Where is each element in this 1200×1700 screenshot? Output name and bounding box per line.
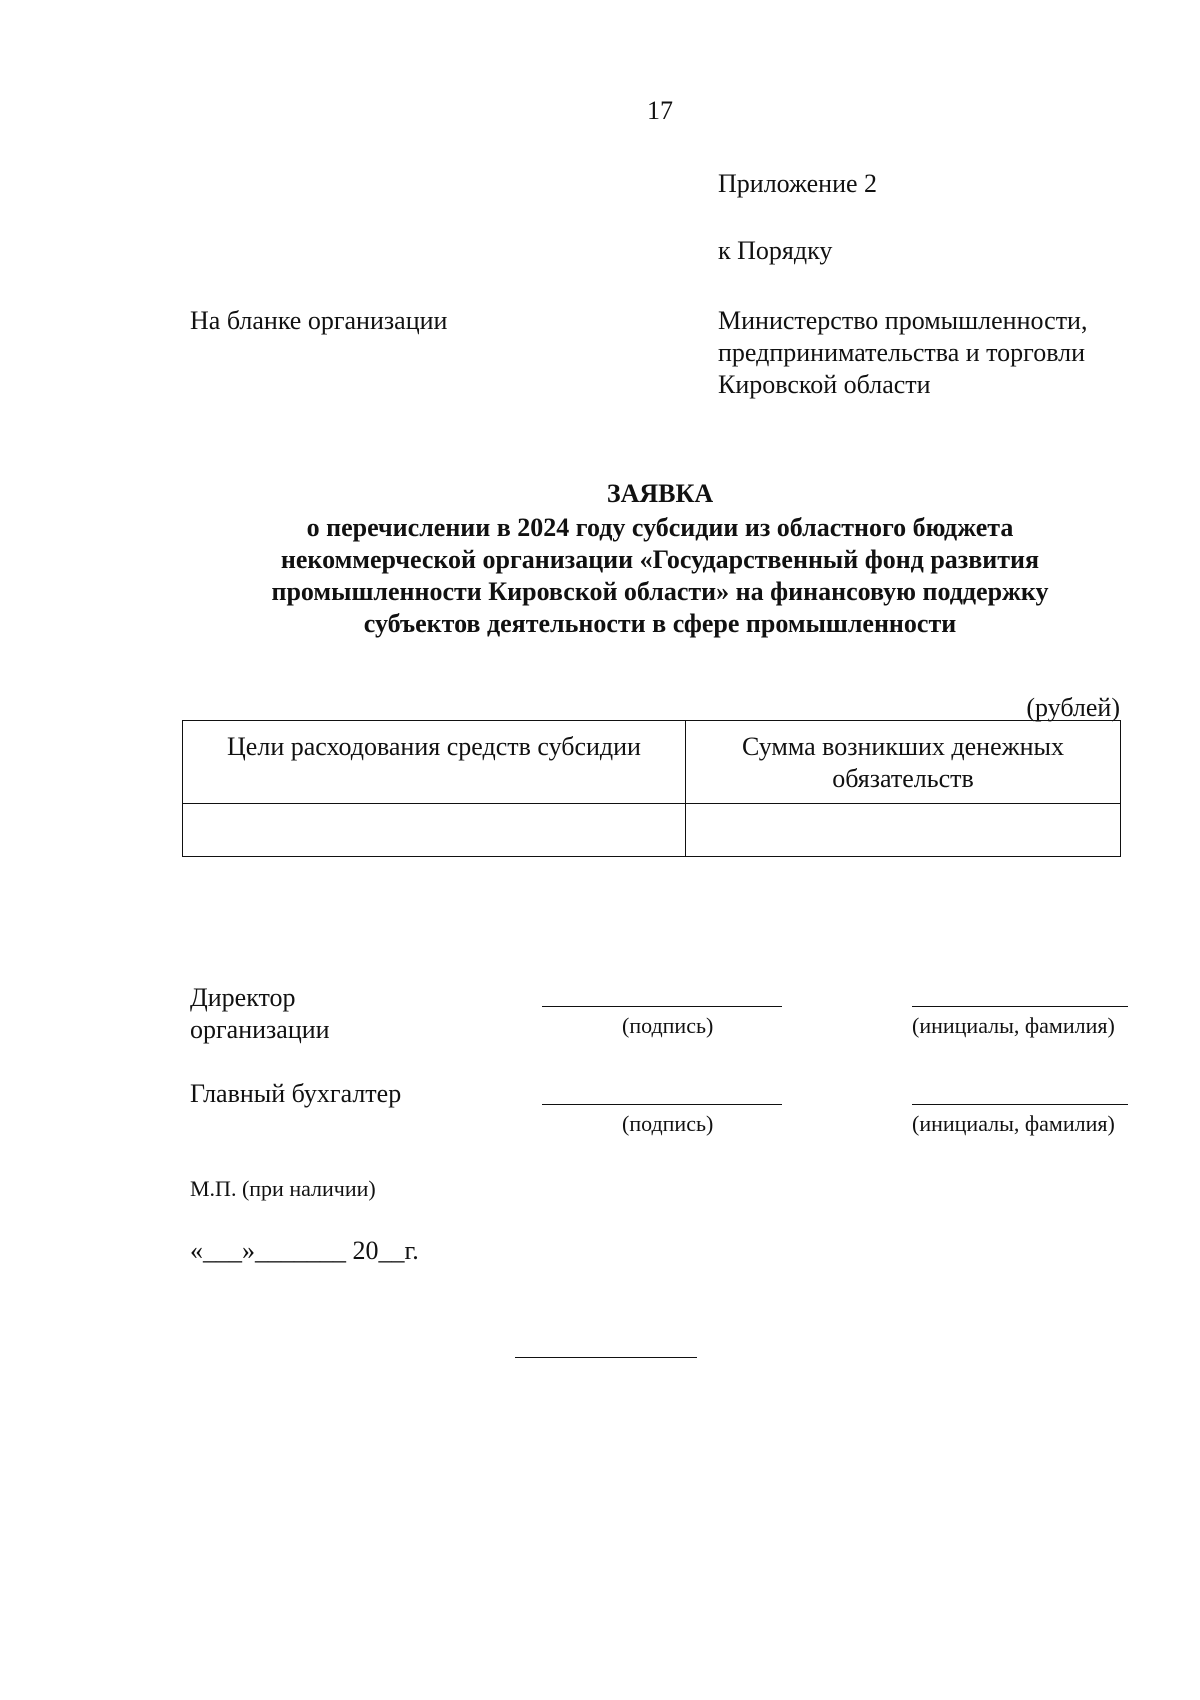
date-line: «___»_______ 20__г. (190, 1236, 419, 1265)
title-line: о перечислении в 2024 году субсидии из областного бюджета (306, 513, 1014, 542)
signature-caption: (подпись) (622, 1111, 714, 1136)
director-role-line: Директор (190, 983, 296, 1012)
currency-note: (рублей) (1026, 693, 1120, 722)
accountant-role: Главный бухгалтер (190, 1079, 402, 1108)
title-line: промышленности Кировской области» на финансовую поддержку (271, 577, 1049, 606)
table-header-row (183, 721, 1121, 804)
signature-caption: (подпись) (622, 1013, 714, 1038)
document-title: ЗАЯВКА (606, 479, 714, 508)
name-caption: (инициалы, фамилия) (912, 1111, 1115, 1136)
name-caption: (инициалы, фамилия) (912, 1013, 1115, 1038)
letterhead-note: На бланке организации (190, 306, 448, 335)
accountant-signature-line[interactable] (542, 1104, 782, 1105)
end-rule (515, 1357, 697, 1358)
annex-reference: к Порядку (718, 236, 833, 265)
page-number: 17 (647, 96, 673, 125)
director-role-line: организации (190, 1015, 330, 1044)
addressee-line: Министерство промышленности, (718, 306, 1088, 335)
accountant-name-line[interactable] (912, 1104, 1128, 1105)
director-signature-line[interactable] (542, 1006, 782, 1007)
addressee-line: Кировской области (718, 370, 931, 399)
addressee-line: предпринимательства и торговли (718, 338, 1086, 367)
column-header-amount: Сумма возникших денежных обязательств (686, 721, 1121, 804)
stamp-note: М.П. (при наличии) (190, 1176, 376, 1201)
title-line: некоммерческой организации «Государственный фонд развития (280, 545, 1040, 574)
director-role (190, 982, 330, 1046)
table-row (183, 804, 1121, 857)
title-line: субъектов деятельности в сфере промышленности (363, 609, 957, 638)
annex-label: Приложение 2 (718, 169, 878, 198)
table-cell-amount[interactable] (686, 804, 1121, 857)
column-header-goals: Цели расходования средств субсидии (183, 721, 686, 804)
subsidy-table (182, 720, 1121, 857)
table-cell-goals[interactable] (183, 804, 686, 857)
document-title-block (160, 478, 1160, 640)
director-name-line[interactable] (912, 1006, 1128, 1007)
addressee-block (718, 305, 1138, 401)
